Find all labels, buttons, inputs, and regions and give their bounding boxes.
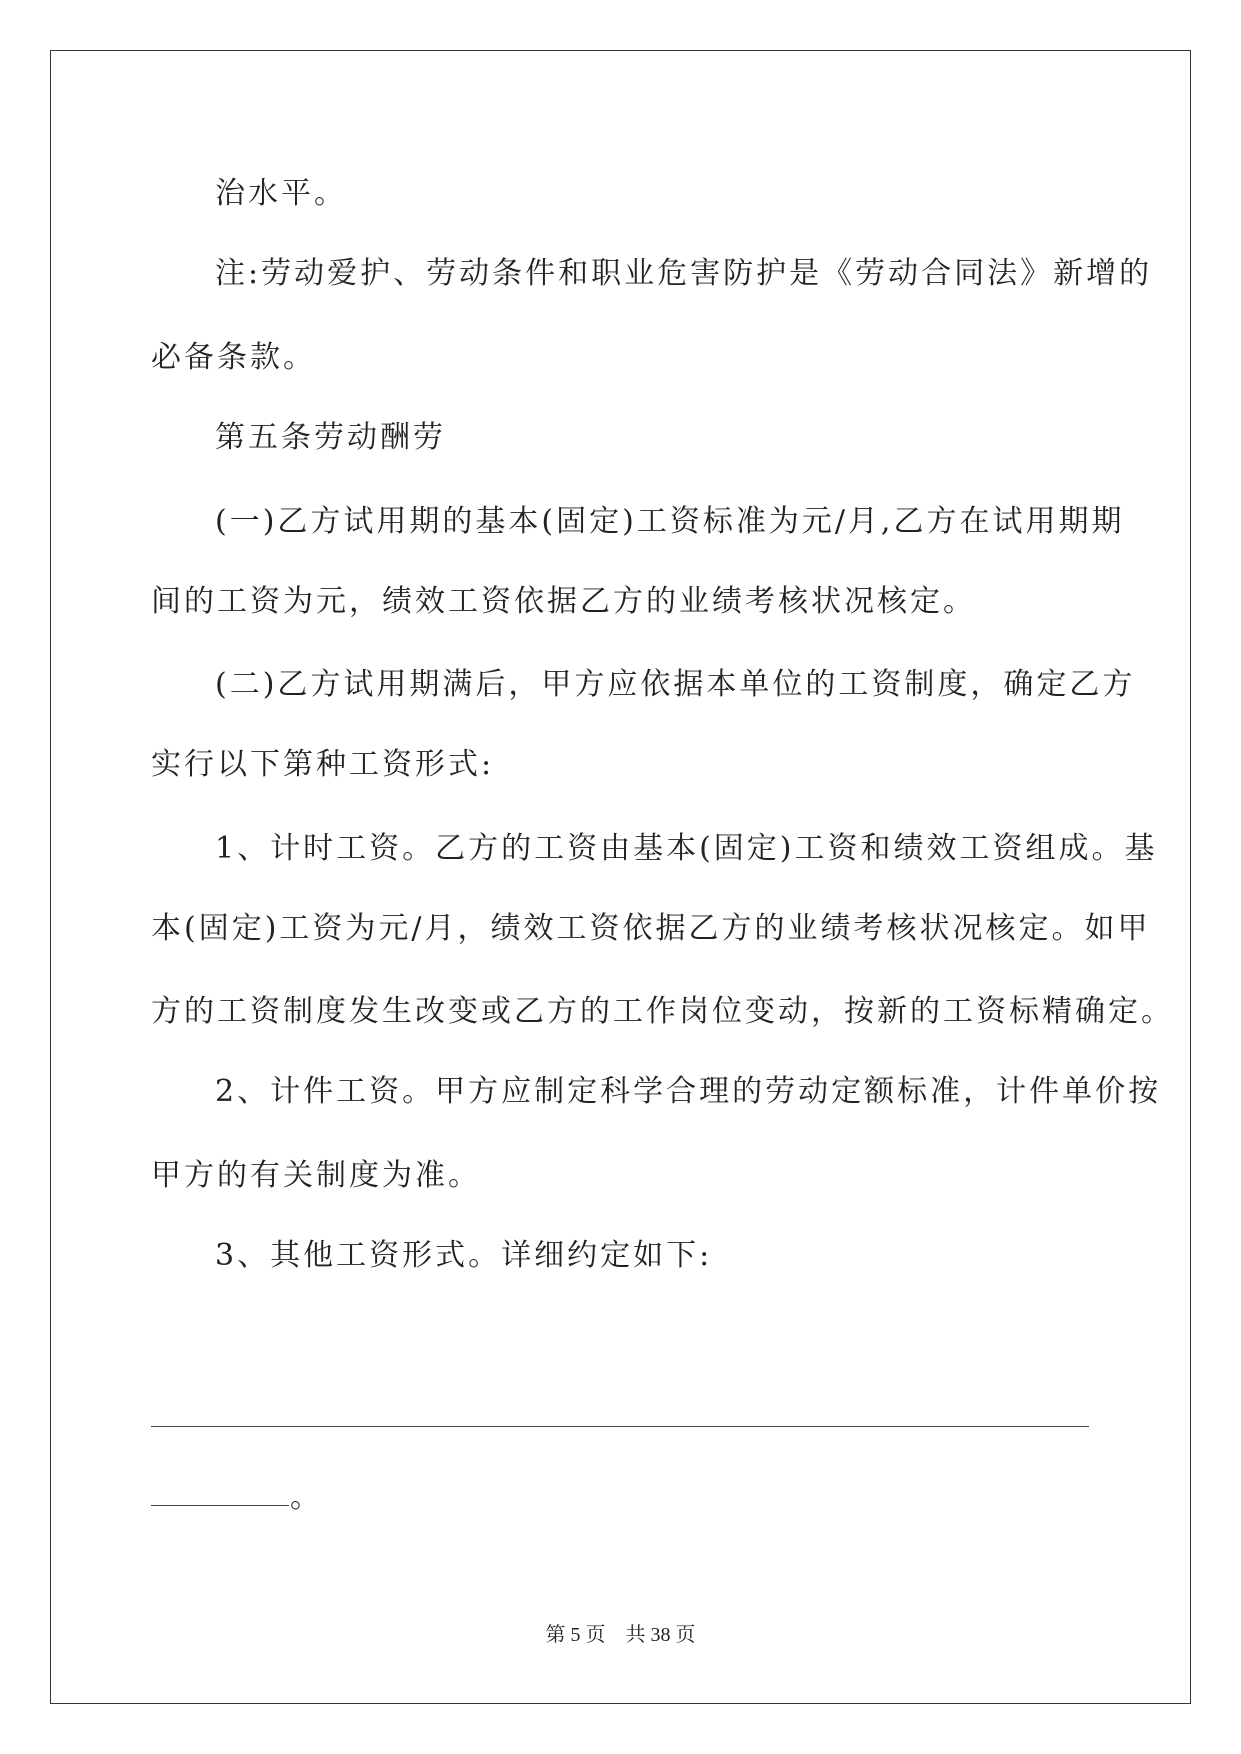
paragraph-line: 本(固定)工资为元/月，绩效工资依据乙方的业绩考核状况核定。如甲 [151, 911, 1151, 946]
paragraph-line: 必备条款。 [151, 340, 316, 375]
paragraph-line: 实行以下第种工资形式: [151, 747, 495, 782]
page-number: 第 5 页 [545, 1624, 606, 1646]
section-heading: 第五条劳动酬劳 [215, 420, 446, 455]
fill-in-blank-line [151, 1505, 289, 1506]
paragraph-line: 1、计时工资。乙方的工资由基本(固定)工资和绩效工资组成。基 [215, 831, 1158, 866]
fill-in-blank-line [151, 1426, 1089, 1427]
paragraph-line: 3、其他工资形式。详细约定如下: [215, 1238, 713, 1273]
paragraph-line: (一)乙方试用期的基本(固定)工资标准为元/月,乙方在试用期期 [215, 504, 1125, 539]
paragraph-line: 2、计件工资。甲方应制定科学合理的劳动定额标准，计件单价按 [215, 1074, 1162, 1109]
paragraph-line: 间的工资为元，绩效工资依据乙方的业绩考核状况核定。 [151, 584, 976, 619]
paragraph-line: 方的工资制度发生改变或乙方的工作岗位变动，按新的工资标精确定。 [151, 994, 1174, 1029]
paragraph-line: 注:劳动爱护、劳动条件和职业危害防护是《劳动合同法》新增的 [215, 256, 1153, 291]
page-total: 共 38 页 [625, 1624, 696, 1646]
paragraph-line: 治水平。 [215, 176, 347, 211]
paragraph-line: (二)乙方试用期满后，甲方应依据本单位的工资制度，确定乙方 [215, 667, 1136, 702]
blank-end-punctuation: 。 [290, 1480, 320, 1515]
page-footer [0, 1621, 1241, 1649]
page-frame [50, 50, 1191, 1704]
paragraph-line: 甲方的有关制度为准。 [151, 1158, 481, 1193]
